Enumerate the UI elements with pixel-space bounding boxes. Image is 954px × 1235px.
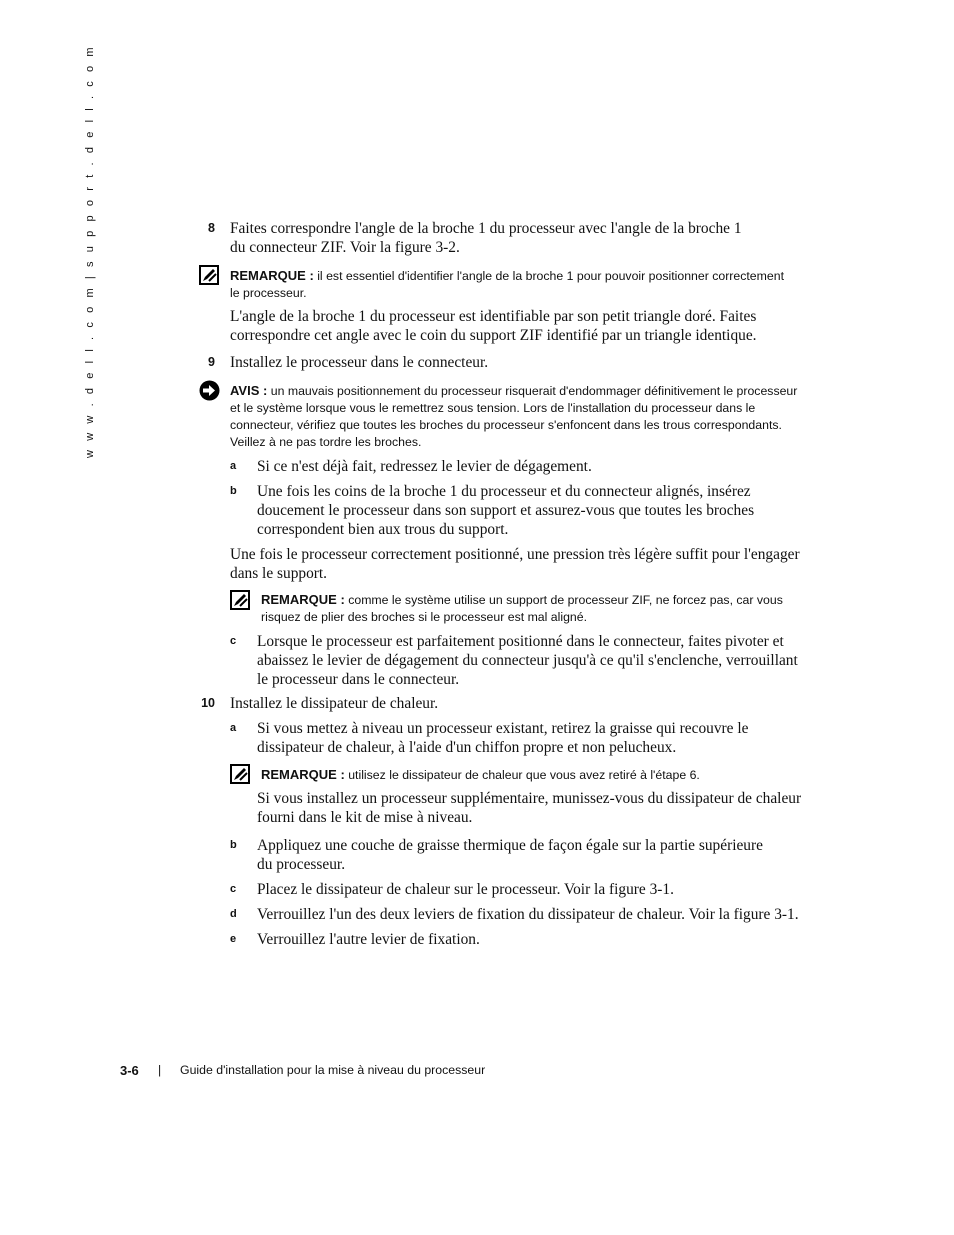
note-remarque-1: REMARQUE : il est essentiel d'identifier l'angle de la broche 1 pour pouvoir positionner correctement le processeur. (230, 268, 784, 300)
step-number: 8 (208, 221, 215, 235)
note-label: REMARQUE : (261, 767, 345, 782)
substep-letter: b (230, 839, 237, 851)
note-remarque-2: REMARQUE : comme le système utilise un support de processeur ZIF, ne forcez pas, car vous risquez de plier des broches si le processeur est mal aligné. (261, 592, 783, 624)
note-pencil-icon (199, 265, 219, 290)
substep-9a-text: Si ce n'est déjà fait, redressez le levier de dégagement. (257, 458, 592, 475)
note-pencil-icon (230, 590, 250, 615)
sidebar-url: w w w . d e l l . c o m | s u p p o r t . d e l l . c o m (84, 44, 96, 458)
notice-arrow-icon (199, 380, 220, 406)
step-9-text: Installez le processeur dans le connecteur. (230, 354, 489, 371)
paragraph-pressure: Une fois le processeur correctement positionné, une pression très légère suffit pour l'engager dans le support. (230, 546, 800, 582)
substep-letter: b (230, 485, 237, 497)
step-8-text: Faites correspondre l'angle de la broche 1 du processeur avec l'angle de la broche 1 du connecteur ZIF. Voir la figure 3-2. (230, 220, 742, 256)
substep-10d-text: Verrouillez l'un des deux leviers de fixation du dissipateur de chaleur. Voir la figure 3-1. (257, 906, 799, 923)
substep-10e-text: Verrouillez l'autre levier de fixation. (257, 931, 480, 948)
footer-separator: | (158, 1063, 162, 1077)
note-remarque-3: REMARQUE : utilisez le dissipateur de chaleur que vous avez retiré à l'étape 6. (261, 767, 700, 782)
substep-letter: a (230, 722, 237, 734)
step-number: 10 (201, 696, 215, 710)
paragraph-additional-processor: Si vous installez un processeur supplémentaire, munissez-vous du dissipateur de chaleur fourni dans le kit de mise à niveau. (257, 790, 802, 826)
page-number: 3-6 (120, 1063, 139, 1078)
substep-9b-text: Une fois les coins de la broche 1 du processeur et du connecteur alignés, insérez doucement le processeur dans son support et assurez-vous que toutes les broches correspondent bien aux trous du support. (257, 483, 755, 538)
note-pencil-icon (230, 764, 250, 789)
substep-10a-text: Si vous mettez à niveau un processeur existant, retirez la graisse qui recouvre le dissipateur de chaleur, à l'aide d'un chiffon propre et non pelucheux. (257, 720, 749, 756)
substep-letter: c (230, 883, 237, 895)
substep-10b-text: Appliquez une couche de graisse thermique de façon égale sur la partie supérieure du processeur. (257, 837, 763, 873)
paragraph-pin1: L'angle de la broche 1 du processeur est identifiable par son petit triangle doré. Faites correspondre cet angle avec le coin du support ZIF identifié par un triangle identique. (230, 308, 757, 344)
footer-title: Guide d'installation pour la mise à niveau du processeur (180, 1063, 486, 1077)
step-10-text: Installez le dissipateur de chaleur. (230, 695, 439, 712)
substep-letter: d (230, 908, 237, 920)
notice-label: AVIS : (230, 383, 268, 398)
note-label: REMARQUE : (261, 592, 345, 607)
note-label: REMARQUE : (230, 268, 314, 283)
substep-letter: a (230, 460, 237, 472)
substep-letter: e (230, 933, 237, 945)
step-number: 9 (208, 355, 215, 369)
substep-9c-text: Lorsque le processeur est parfaitement positionné dans le connecteur, faites pivoter et abaissez le levier de dégagement du connecteur jusqu'à ce qu'il s'enclenche, verrouillant le processeur dans le connecteur. (257, 633, 798, 688)
substep-10c-text: Placez le dissipateur de chaleur sur le processeur. Voir la figure 3-1. (257, 881, 674, 898)
notice-avis: AVIS : un mauvais positionnement du processeur risquerait d'endommager définitivement le processeur et le système lorsque vous le remettrez sous tension. Lors de l'installation du processeur dans le connecteur, vérifiez que toutes les broches du processeur s'enfoncent dans les trous correspondants. Veillez à ne pas tordre les broches. (230, 383, 798, 449)
substep-letter: c (230, 635, 237, 647)
